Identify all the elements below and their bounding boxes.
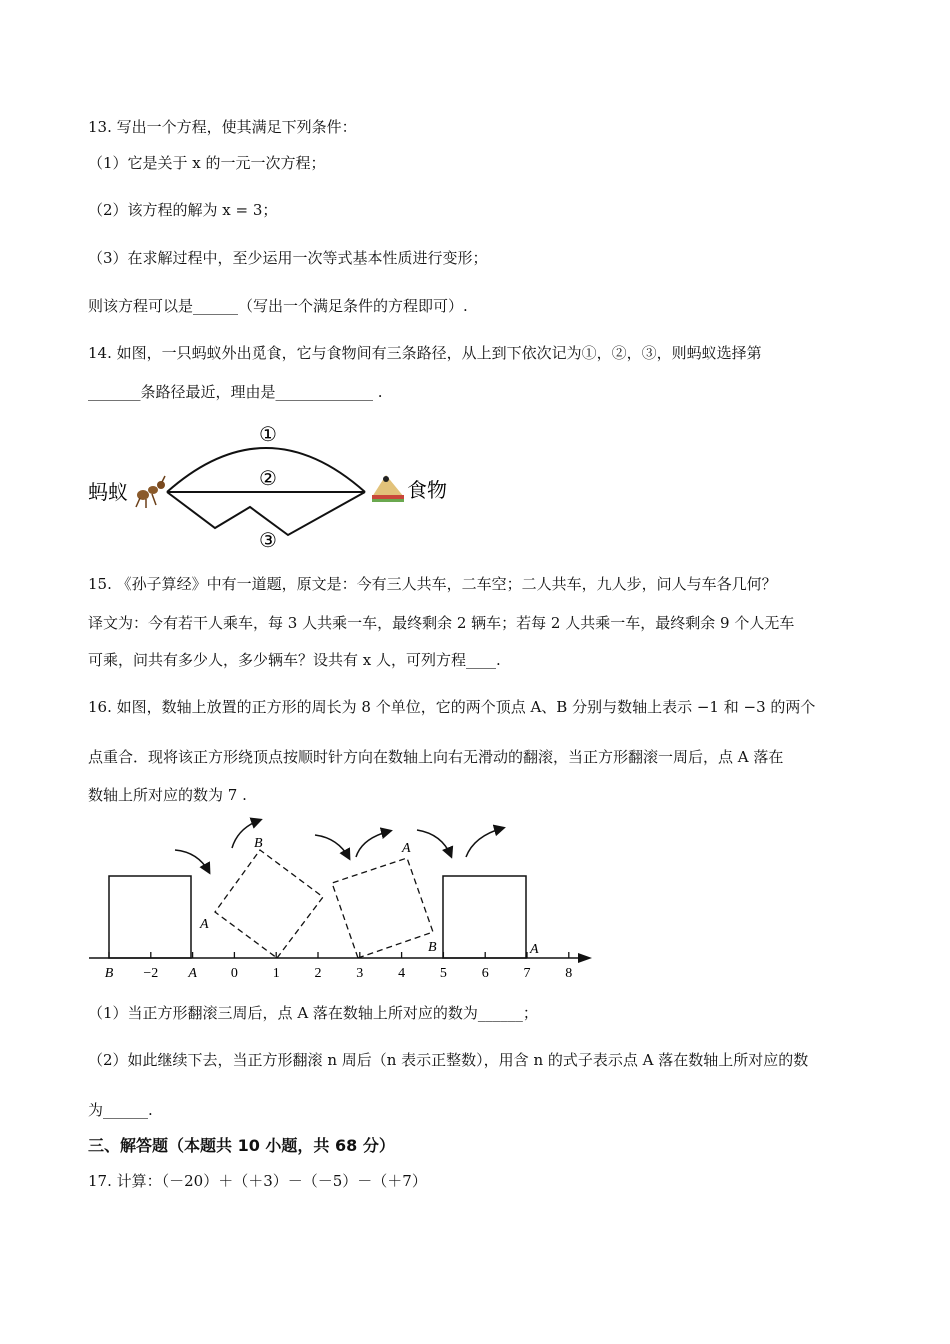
q13-condition-2: （2）该方程的解为 x = 3； [88,201,278,219]
square-end [443,876,526,958]
path-2-label: ② [259,468,277,490]
ant-icon [136,476,165,508]
axis-tick-label: A [188,966,197,981]
ant-label: 蚂蚁 [88,482,128,504]
q13-title: 13. 写出一个方程，使其满足下列条件： [88,118,357,136]
axis-tick-label: 8 [565,966,573,981]
path-1-label: ① [259,424,277,446]
axis-tick-label: 0 [230,966,238,981]
path-1 [167,448,365,492]
q16-line-2: 点重合．现将该正方形绕顶点按顺时针方向在数轴上向右无滑动的翻滚，当正方形翻滚一周后，点 A 落在 [88,748,784,766]
axis-tick-label: 2 [314,966,322,981]
q16-sub-2: （2）如此继续下去，当正方形翻滚 n 周后（n 表示正整数），用含 n 的式子表示点 A 落在数轴上所对应的数 [88,1051,809,1069]
vertex-label: A [530,942,539,957]
path-3 [167,492,365,535]
q13-condition-1: （1）它是关于 x 的一元一次方程； [88,154,326,172]
q13-condition-3: （3）在求解过程中，至少运用一次等式基本性质进行变形； [88,249,488,267]
vertex-label: B [254,836,263,851]
q16-line-1: 16. 如图，数轴上放置的正方形的周长为 8 个单位，它的两个顶点 A、B 分别与数轴上表示 −1 和 −3 的两个 [88,698,816,716]
q14-line-1: 14. 如图，一只蚂蚁外出觅食，它与食物间有三条路径，从上到下依次记为①，②，③，则蚂蚁选择第 [88,344,762,362]
rotation-arrow-icon [466,828,503,857]
section-3-heading: 三、解答题（本题共 10 小题，共 68 分） [88,1136,395,1155]
q16-line-3: 数轴上所对应的数为 7 . [88,786,247,804]
square-rolling-2 [332,858,433,958]
rotation-arrow-icon [175,850,209,872]
q13-question: 则该方程可以是______（写出一个满足条件的方程即可）. [88,297,468,315]
axis-arrow-icon [578,953,592,963]
food-label: 食物 [407,480,447,502]
square-start [109,876,191,958]
rotation-arrow-icon [315,835,349,858]
square-rolling-1 [215,850,323,958]
q15-line-2: 译文为：今有若干人乘车，每 3 人共乘一车，最终剩余 2 辆车；若每 2 人共乘一车，最终剩余 9 个人无车 [88,614,795,632]
sandwich-icon [372,475,404,502]
q16-sub-1: （1）当正方形翻滚三周后，点 A 落在数轴上所对应的数为______； [88,1004,538,1022]
axis-tick-label: −2 [143,966,159,981]
rotation-arrow-icon [356,831,390,857]
vertex-label: A [402,841,411,856]
axis-tick-label: 4 [398,966,406,981]
axis-tick-label: 1 [272,966,280,981]
q15-line-3: 可乘，问共有多少人，多少辆车？设共有 x 人，可列方程____. [88,651,501,669]
q15-line-1: 15. 《孙子算经》中有一道题，原文是：今有三人共车，二车空；二人共车，九人步，问人与车各几何？ [88,575,777,593]
axis-tick-label: 5 [439,966,447,981]
rotation-arrow-icon [417,830,451,856]
vertex-label: B [428,940,437,955]
vertex-label: A [200,917,209,932]
rotation-arrow-icon [232,820,260,848]
axis-tick-label: 3 [356,966,364,981]
q17-text: 17. 计算：（－20）＋（＋3）－（－5）－（＋7） [88,1172,427,1190]
q14-line-2: _______条路径最近，理由是_____________ . [88,383,383,401]
axis-tick-label: B [104,966,114,981]
q16-sub-2-end: 为______. [88,1101,153,1119]
axis-tick-label: 7 [523,966,531,981]
axis-tick-label: 6 [481,966,489,981]
path-3-label: ③ [259,530,277,552]
